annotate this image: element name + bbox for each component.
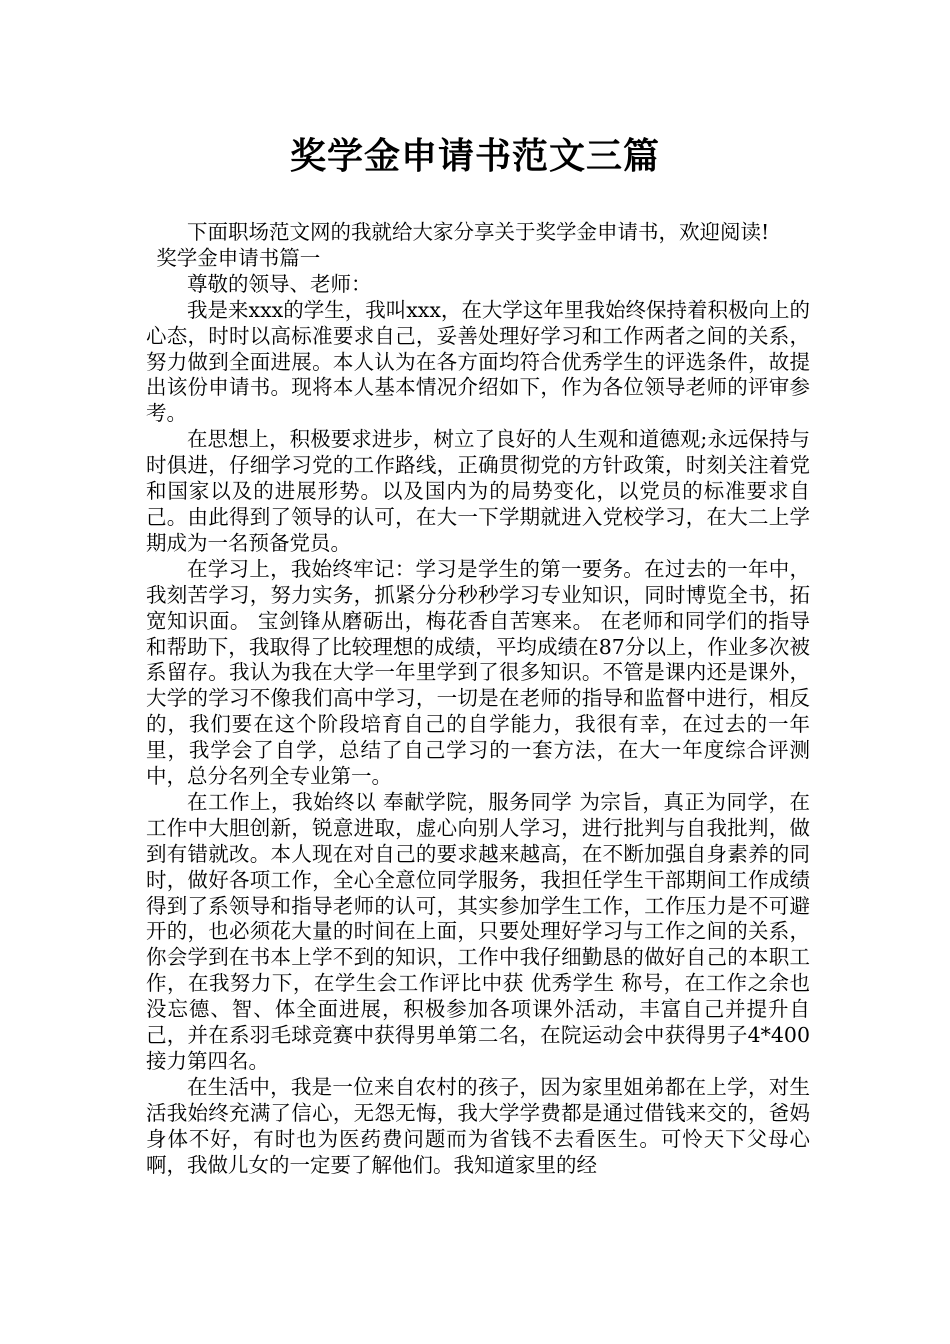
section-heading: 奖学金申请书篇一 <box>156 245 321 270</box>
document-body <box>146 220 810 1179</box>
body-paragraph: 在思想上，积极要求进步，树立了良好的人生观和道德观;永远保持与时俱进，仔细学习党的工作路线，正确贯彻党的方针政策，时刻关注着党和国家以及的进展形势。以及国内为的局势变化，以党员的标准要求自己。由此得到了领导的认可，在大一下学期就进入党校学习，在大二上学期成为一名预备党员。 <box>146 427 810 555</box>
salutation: 尊敬的领导、老师： <box>187 271 372 296</box>
body-paragraph: 我是来xxx的学生，我叫xxx，在大学这年里我始终保持着积极向上的心态，时时以高标准要求自己，妥善处理好学习和工作两者之间的关系，努力做到全面进展。本人认为在各方面均符合优秀学生的评选条件，故提出该份申请书。现将本人基本情况介绍如下，作为各位领导老师的评审参考。 <box>146 297 810 426</box>
document-title: 奖学金申请书范文三篇 <box>289 135 660 177</box>
body-paragraph: 在生活中，我是一位来自农村的孩子，因为家里姐弟都在上学，对生活我始终充满了信心，无怨无悔，我大学学费都是通过借钱来交的，爸妈身体不好，有时也为医药费问题而为省钱不去看医生。可怜天下父母心啊，我做儿女的一定要了解他们。我知道家里的经 <box>146 1074 810 1177</box>
body-paragraph: 在工作上，我始终以 奉献学院，服务同学 为宗旨，真正为同学，在工作中大胆创新，锐意进取，虚心向别人学习，进行批判与自我批判，做到有错就改。本人现在对自己的要求越来越高，在不断加强自身素养的同时，做好各项工作，全心全意位同学服务，我担任学生干部期间工作成绩得到了系领导和指导老师的认可，其实参加学生工作，工作压力是不可避开的，也必须花大量的时间在上面，只要处理好学习与工作之间的关系，你会学到在书本上学不到的知识，工作中我仔细勤恳的做好自己的本职工作，在我努力下，在学生会工作评比中获 优秀学生 称号，在工作之余也没忘德、智、体全面进展，积极参加各项课外活动，丰富自己并提升自己，并在系羽毛球竞赛中获得男单第二名，在院运动会中获得男子4*400接力第四名。 <box>146 789 810 1073</box>
body-paragraph: 在学习上，我始终牢记：学习是学生的第一要务。在过去的一年中，我刻苦学习，努力实务，抓紧分分秒秒学习专业知识，同时博览全书，拓宽知识面。 宝剑锋从磨砺出，梅花香自苦寒来。 在老师和同学们的指导和帮助下，我取得了比较理想的成绩，平均成绩在87分以上，作业多次被系留存。我认为我在大学一年里学到了很多知识。不管是课内还是课外，大学的学习不像我们高中学习，一切是在老师的指导和监督中进行，相反的，我们要在这个阶段培育自己的自学能力，我很有幸，在过去的一年里，我学会了自学，总结了自己学习的一套方法，在大一年度综合评测中，总分名列全专业第一。 <box>146 556 810 789</box>
intro-paragraph: 下面职场范文网的我就给大家分享关于奖学金申请书，欢迎阅读! <box>187 220 770 244</box>
